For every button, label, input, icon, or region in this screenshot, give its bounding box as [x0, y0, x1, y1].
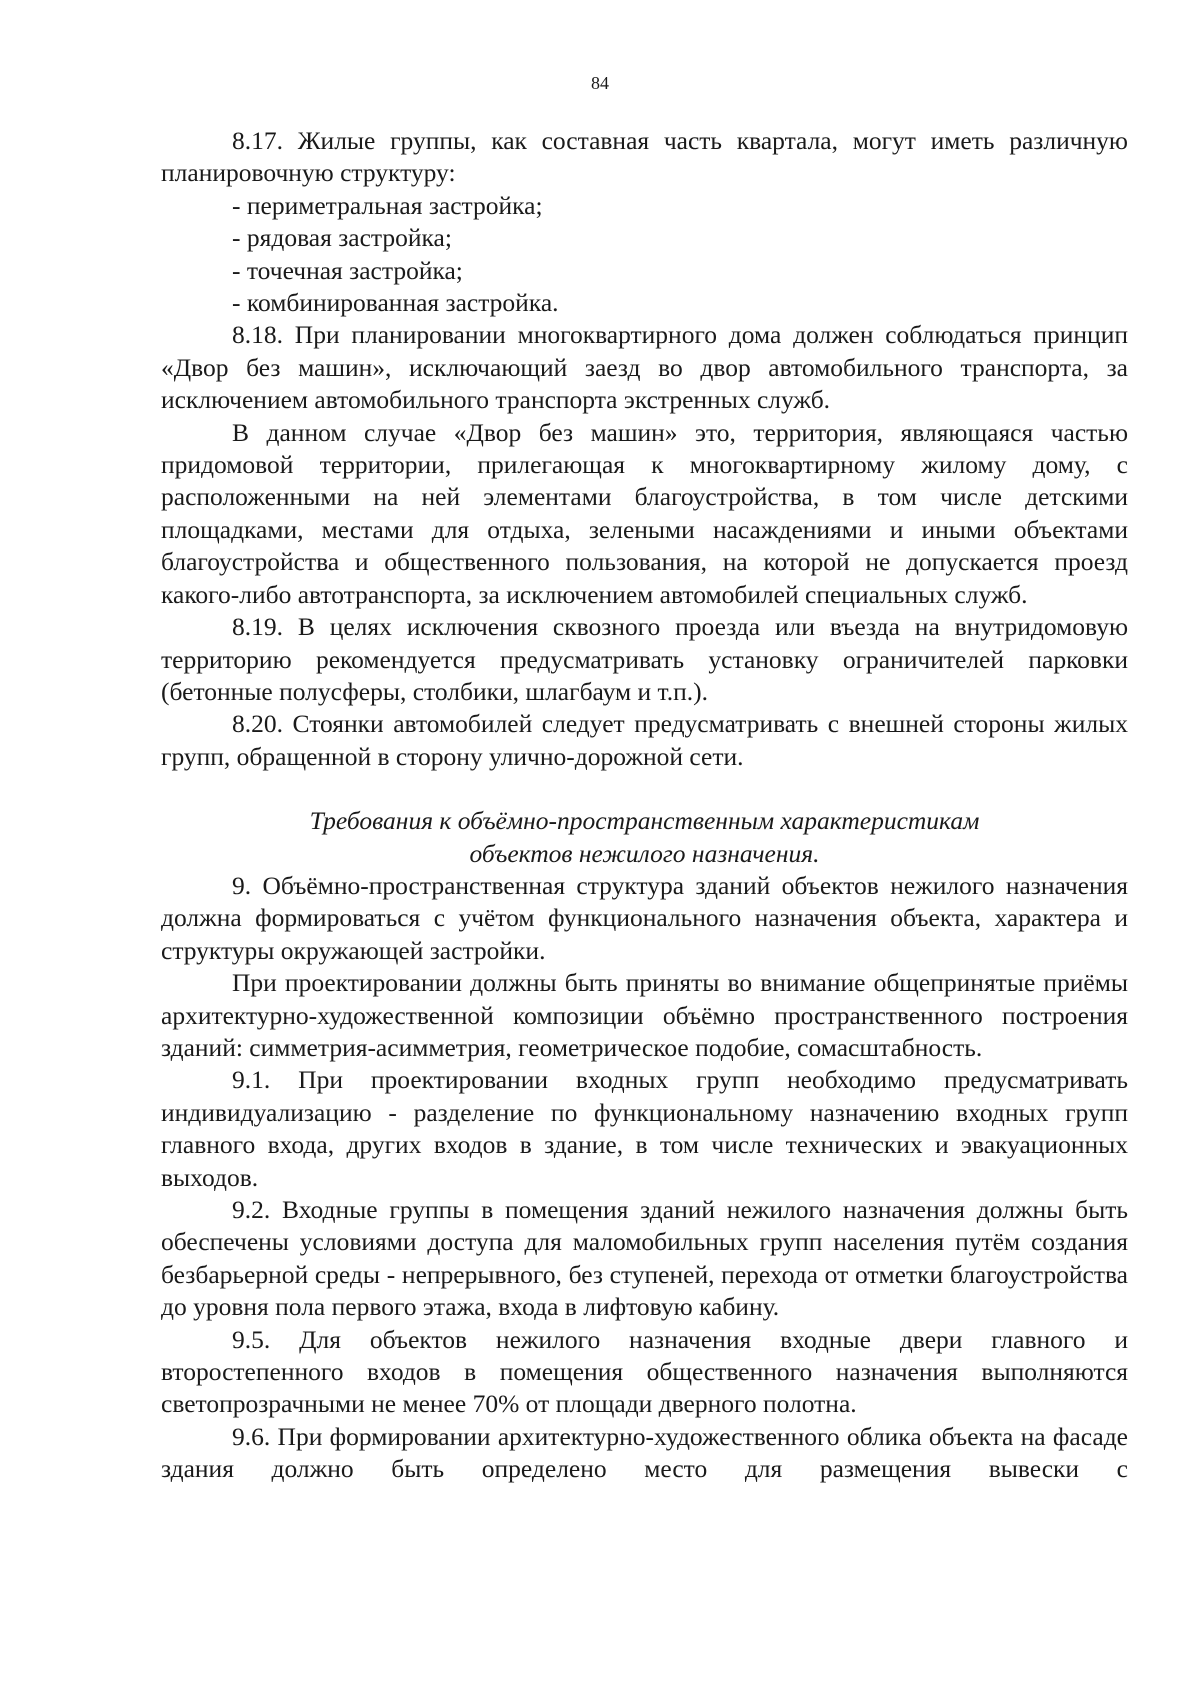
list-item-combined: - комбинированная застройка.: [232, 288, 559, 318]
paragraph-9-5: 9.5. Для объектов нежилого назначения входные двери главного и второстепенного входов в помещения общественного назначения выполняются светопрозрачными не менее 70% от площади дверного полотна.: [161, 1324, 1128, 1419]
page-body: [161, 125, 1128, 1486]
paragraph-yard-definition: В данном случае «Двор без машин» это, территория, являющаяся частью придомовой территории, прилегающая к многоквартирному жилому дому, с расположенными на ней элементами благоустройства, в том числе детскими площадками, местами для отдыха, зелеными насаждениями и иными объектами благоустройства и общественного пользования, на которой не допускается проезд какого-либо автотранспорта, за исключением автомобилей специальных служб.: [161, 417, 1128, 609]
section-heading-line-2: объектов нежилого назначения.: [469, 838, 820, 868]
paragraph-8-20: 8.20. Стоянки автомобилей следует предусматривать с внешней стороны жилых групп, обращенной в сторону улично-дорожной сети.: [161, 709, 1128, 771]
paragraph-9-2: 9.2. Входные группы в помещения зданий нежилого назначения должны быть обеспечены условиями доступа для маломобильных групп населения путём создания безбарьерной среды - непрерывного, без ступеней, перехода от отметки благоустройства до уровня пола первого этажа, входа в лифтовую кабину.: [161, 1195, 1128, 1322]
paragraph-composition: При проектировании должны быть приняты во внимание общепринятые приёмы архитектурно-художественной композиции объёмно пространственного построения зданий: симметрия-асимметрия, геометрическое подобие, сомасштабность.: [161, 968, 1128, 1062]
paragraph-8-19: 8.19. В целях исключения сквозного проезда или въезда на внутридомовую территорию рекомендуется предусматривать установку ограничителей парковки (бетонные полусферы, столбики, шлагбаум и т.п.).: [161, 612, 1128, 706]
list-item-row: - рядовая застройка;: [232, 223, 452, 253]
paragraph-8-18: 8.18. При планировании многоквартирного дома должен соблюдаться принцип «Двор без машин», исключающий заезд во двор автомобильного транспорта, за исключением автомобильного транспорта экстренных служб.: [161, 320, 1128, 415]
list-item-point: - точечная застройка;: [232, 255, 463, 285]
paragraph-9-6: 9.6. При формировании архитектурно-художественного облика объекта на фасаде здания должно быть определено место для размещения вывески с: [161, 1421, 1128, 1484]
page-number: 84: [591, 73, 609, 93]
paragraph-9-1: 9.1. При проектировании входных групп необходимо предусматривать индивидуализацию - разделение по функциональному назначению входных групп главного входа, других входов в здание, в том числе технических и эвакуационных выходов.: [161, 1065, 1128, 1192]
paragraph-8-17: 8.17. Жилые группы, как составная часть квартала, могут иметь различную планировочную структуру:: [161, 126, 1128, 188]
list-item-perimeter: - периметральная застройка;: [232, 190, 543, 220]
paragraph-9: 9. Объёмно-пространственная структура зданий объектов нежилого назначения должна формироваться с учётом функционального назначения объекта, характера и структуры окружающей застройки.: [161, 870, 1128, 965]
section-heading-line-1: Требования к объёмно-пространственным характеристикам: [309, 806, 980, 836]
section-heading: [161, 805, 1128, 870]
